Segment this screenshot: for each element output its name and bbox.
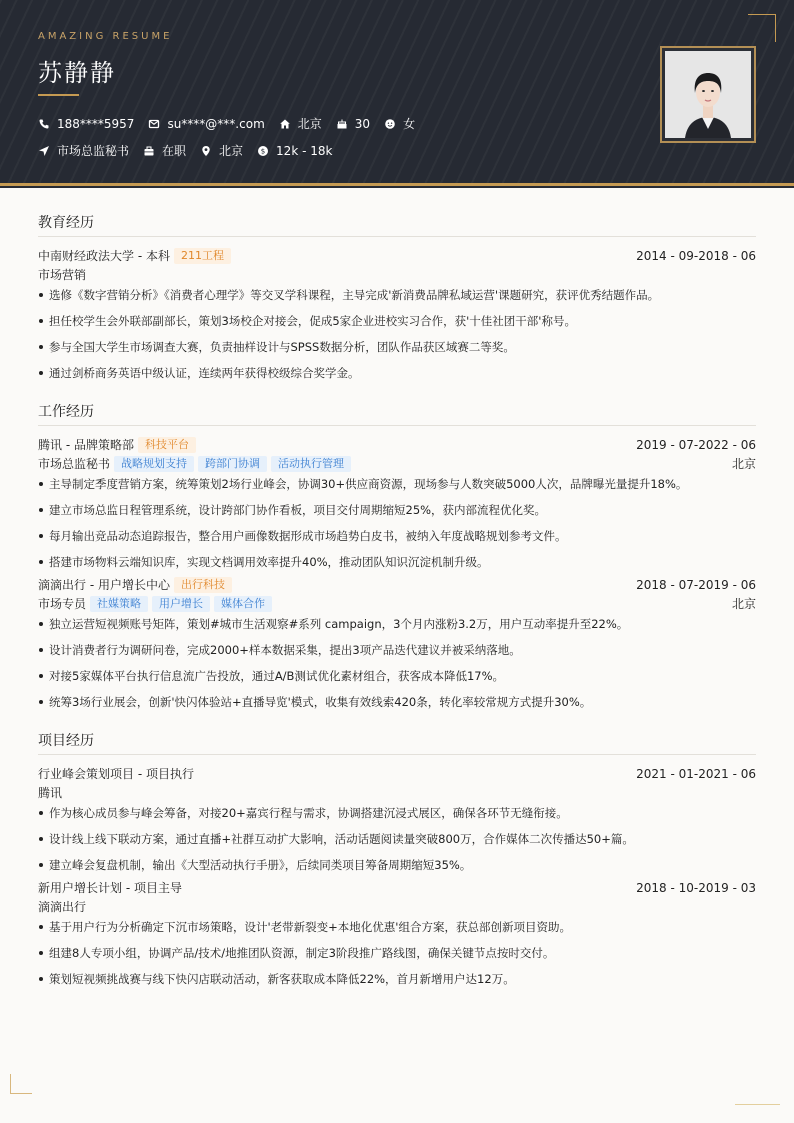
- skill-tag: 活动执行管理: [271, 456, 351, 472]
- bullet-item: 参与全国大学生市场调查大赛，负责抽样设计与SPSS数据分析，团队作品获区域赛二等奖。: [38, 339, 756, 355]
- target-role-item: [38, 142, 129, 159]
- age-item: [336, 117, 370, 131]
- bullet-item: 组建8人专项小组，协调产品/技术/地推团队资源，制定3阶段推广路线图，确保关键节点按时交付。: [38, 945, 756, 961]
- skill-tag: 战略规划支持: [114, 456, 194, 472]
- job-city: 北京: [731, 597, 756, 611]
- money-icon: [257, 145, 269, 157]
- job-city: 北京: [731, 457, 756, 471]
- status-text: 在职: [162, 144, 187, 158]
- email-text: su****@***.com: [167, 116, 265, 131]
- skill-tag: 跨部门协调: [198, 456, 267, 472]
- home-text: 北京: [297, 117, 322, 131]
- brand-label: AMAZING RESUME: [38, 31, 173, 42]
- candidate-name: 苏静静: [38, 59, 116, 87]
- bullet-item: 对接5家媒体平台执行信息流广告投放，通过A/B测试优化素材组合，获客成本降低17%。: [38, 668, 756, 684]
- education-entry: [38, 247, 756, 381]
- home-icon: [279, 118, 291, 130]
- status-item: [143, 142, 186, 159]
- phone-item: [38, 117, 134, 131]
- header-dark-rule: [0, 186, 794, 188]
- briefcase-icon: [143, 145, 155, 157]
- bullet-item: 担任校学生会外联部副部长，策划3场校企对接会，促成5家企业进校实习合作，获'十佳社团干部'称号。: [38, 313, 756, 329]
- bullet-item: 搭建市场物料云端知识库，实现文档调用效率提升40%，推动团队知识沉淀机制升级。: [38, 554, 756, 570]
- bullet-item: 建立市场总监日程管理系统，设计跨部门协作看板，项目交付周期缩短25%，获内部流程优化奖。: [38, 502, 756, 518]
- date-range: 2018 - 10-2019 - 03: [636, 880, 756, 895]
- section-title: 工作经历: [38, 401, 756, 426]
- project-section: [38, 730, 756, 987]
- bullet-item: 选修《数字营销分析》《消费者心理学》等交叉学科课程，主导完成'新消费品牌私域运营'课题研究，获评优秀结题作品。: [38, 287, 756, 303]
- corner-ornament-top-right: [748, 14, 776, 42]
- bullet-item: 建立峰会复盘机制，输出《大型活动执行手册》，后续同类项目筹备周期缩短35%。: [38, 857, 756, 873]
- school-tag: 211工程: [174, 248, 231, 264]
- work-section: [38, 401, 756, 710]
- company-name: 腾讯 - 品牌策略部: [38, 438, 134, 452]
- section-title: 项目经历: [38, 730, 756, 755]
- location-icon: [200, 145, 212, 157]
- contact-row: [38, 115, 429, 132]
- school-name: 中南财经政法大学 - 本科: [38, 249, 170, 263]
- job-title: 市场总监秘书: [38, 457, 111, 471]
- corner-ornament-bottom-right: [735, 1104, 780, 1105]
- profile-photo-frame: [660, 46, 756, 143]
- skill-tag: 用户增长: [152, 596, 210, 612]
- bullet-item: 通过剑桥商务英语中级认证，连续两年获得校级综合奖学金。: [38, 365, 756, 381]
- skill-tag: 社媒策略: [90, 596, 148, 612]
- bullet-item: 独立运营短视频账号矩阵，策划#城市生活观察#系列 campaign，3个月内涨粉3.2万，用户互动率提升至22%。: [38, 616, 756, 632]
- age-text: 30: [354, 116, 371, 131]
- bullet-item: 每月输出竞品动态追踪报告，整合用户画像数据形成市场趋势白皮书，被纳入年度战略规划参考文件。: [38, 528, 756, 544]
- project-name: 行业峰会策划项目 - 项目执行: [38, 767, 194, 781]
- portrait-image: [665, 51, 751, 138]
- gender-icon: [384, 118, 396, 130]
- section-title: 教育经历: [38, 212, 756, 237]
- date-range: 2021 - 01-2021 - 06: [636, 766, 756, 781]
- bullet-item: 设计线上线下联动方案，通过直播+社群互动扩大影响，活动话题阅读量突破800万，合作媒体二次传播达50+篇。: [38, 831, 756, 847]
- svg-text:$: $: [260, 147, 266, 156]
- job-title: 市场专员: [38, 597, 87, 611]
- home-item: [279, 115, 322, 132]
- company-tag: 科技平台: [138, 437, 196, 453]
- bullet-item: 基于用户行为分析确定下沉市场策略，设计'老带新裂变+本地化优惠'组合方案，获总部创新项目资助。: [38, 919, 756, 935]
- bullet-item: 统筹3场行业展会，创新'快闪体验站+直播导览'模式，收集有效线索420条，转化率较常规方式提升30%。: [38, 694, 756, 710]
- company-name: 滴滴出行 - 用户增长中心: [38, 578, 170, 592]
- bullet-item: 作为核心成员参与峰会筹备，对接20+嘉宾行程与需求，协调搭建沉浸式展区，确保各环节无缝衔接。: [38, 805, 756, 821]
- mail-icon: [148, 118, 160, 130]
- date-range: 2018 - 07-2019 - 06: [636, 577, 756, 592]
- bullet-item: 设计消费者行为调研问卷，完成2000+样本数据采集，提出3项产品迭代建议并被采纳落地。: [38, 642, 756, 658]
- target-city-item: [200, 142, 243, 159]
- phone-text: 188****5957: [57, 116, 135, 131]
- target-city-text: 北京: [219, 144, 244, 158]
- work-entry: [38, 436, 756, 570]
- project-name: 新用户增长计划 - 项目主导: [38, 881, 182, 895]
- project-entry: [38, 879, 756, 987]
- gender-text: 女: [403, 117, 416, 131]
- cake-icon: [336, 118, 348, 130]
- date-range: 2014 - 09-2018 - 06: [636, 248, 756, 263]
- education-section: [38, 212, 756, 381]
- target-role-text: 市场总监秘书: [57, 144, 130, 158]
- name-underline: [38, 94, 79, 96]
- corner-ornament-bottom-left: [10, 1074, 32, 1094]
- send-icon: [38, 145, 50, 157]
- project-org: 腾讯: [38, 786, 63, 800]
- job-intent-row: [38, 142, 346, 159]
- bullet-item: 策划短视频挑战赛与线下快闪店联动活动，新客获取成本降低22%，首月新增用户达12万。: [38, 971, 756, 987]
- bullet-item: 主导制定季度营销方案，统筹策划2场行业峰会，协调30+供应商资源，现场参与人数突破5000人次，品牌曝光量提升18%。: [38, 476, 756, 492]
- salary-item: [257, 144, 332, 158]
- skill-tag: 媒体合作: [214, 596, 272, 612]
- salary-text: 12k - 18k: [276, 143, 333, 158]
- date-range: 2019 - 07-2022 - 06: [636, 437, 756, 452]
- email-item: [148, 117, 264, 131]
- major: 市场营销: [38, 268, 87, 282]
- project-entry: [38, 765, 756, 873]
- work-entry: [38, 576, 756, 710]
- profile-photo: [665, 51, 751, 138]
- project-org: 滴滴出行: [38, 900, 87, 914]
- phone-icon: [38, 118, 50, 130]
- resume-body: [38, 212, 756, 1007]
- company-tag: 出行科技: [174, 577, 232, 593]
- gender-item: [384, 115, 415, 132]
